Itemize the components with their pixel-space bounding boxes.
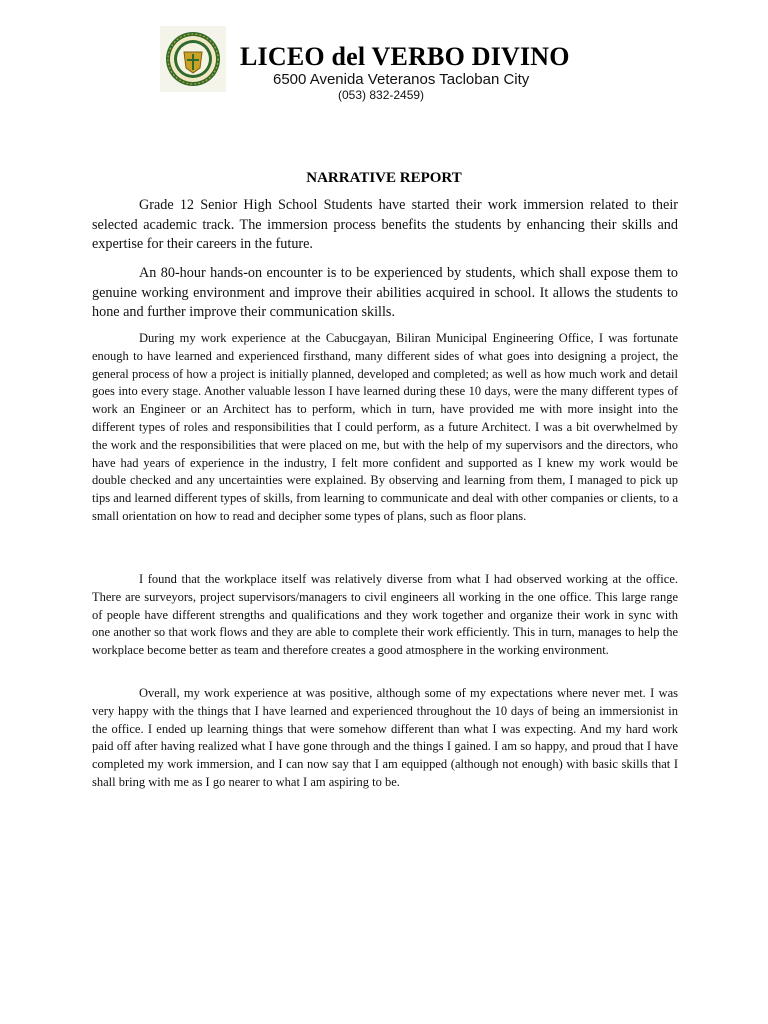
- report-title: NARRATIVE REPORT: [306, 170, 462, 186]
- paragraph-work-experience: During my work experience at the Cabucgayan, Biliran Municipal Engineering Office, I was fortunate enough to have learned and experienced firsthand, many different sides of what goes into designing a project, the general process of how a project is initially planned, developed and completed; as well as how much work and detail goes into every stage. Another valuable lesson I have learned during these 10 days, were the many different types of work an Engineer or an Architect has to perform, which in turn, have provided me with more insight into the different types of roles and responsibilities that I could perform, as a future Architect. I was a bit overwhelmed by the work and the responsibilities that were placed on me, but with the help of my supervisors and the directors, who have had years of experience in the industry, I felt more confident and supported as I knew my work would be double checked and any uncertainties were explained. By observing and learning from them, I managed to pick up tips and learned different types of skills, from learning to communicate and deal with other companies or clients, to a small orientation on how to read and decipher some types of plans, such as floor plans.: [92, 331, 678, 523]
- paragraph-workplace: I found that the workplace itself was relatively diverse from what I had observed working at the office. There are surveyors, project supervisors/managers to civil engineers all working in the one office. This large range of people have different strengths and qualifications and they work together and organize their work in sync with one another so that work flows and they are able to complete their work efficiently. This in turn, manages to help the workplace become better as team and therefore creates a good atmosphere in the working environment.: [92, 572, 678, 658]
- paragraph-intro: Grade 12 Senior High School Students have started their work immersion related to their selected academic track. The immersion process benefits the students by enhancing their skills and expertise for their careers in the future.: [92, 197, 678, 252]
- paragraph-hands-on: An 80-hour hands-on encounter is to be experienced by students, which shall expose them to genuine working environment and improve their abilities acquired in school. It allows the students to hone and further improve their communication skills.: [92, 265, 678, 320]
- school-phone: (053) 832-2459): [338, 88, 425, 102]
- school-seal-logo-icon: [160, 26, 226, 92]
- letterhead: [160, 22, 680, 112]
- paragraph-overall: Overall, my work experience at was positive, although some of my expectations where never met. I was very happy with the things that I have learned and experienced throughout the 10 days of being an immersionist in the office. I ended up learning things that were somehow different than what I was expecting. And my hard work paid off after having realized what I have gone through and the things I gained. I am so happy, and proud that I have completed my work immersion, and I can now say that I am equipped (although not enough) with basic skills that I shall bring with me as I go nearer to what I am aspiring to be.: [92, 686, 678, 789]
- school-name: LICEO del VERBO DIVINO: [240, 42, 570, 71]
- school-address: 6500 Avenida Veteranos Tacloban City: [273, 71, 530, 88]
